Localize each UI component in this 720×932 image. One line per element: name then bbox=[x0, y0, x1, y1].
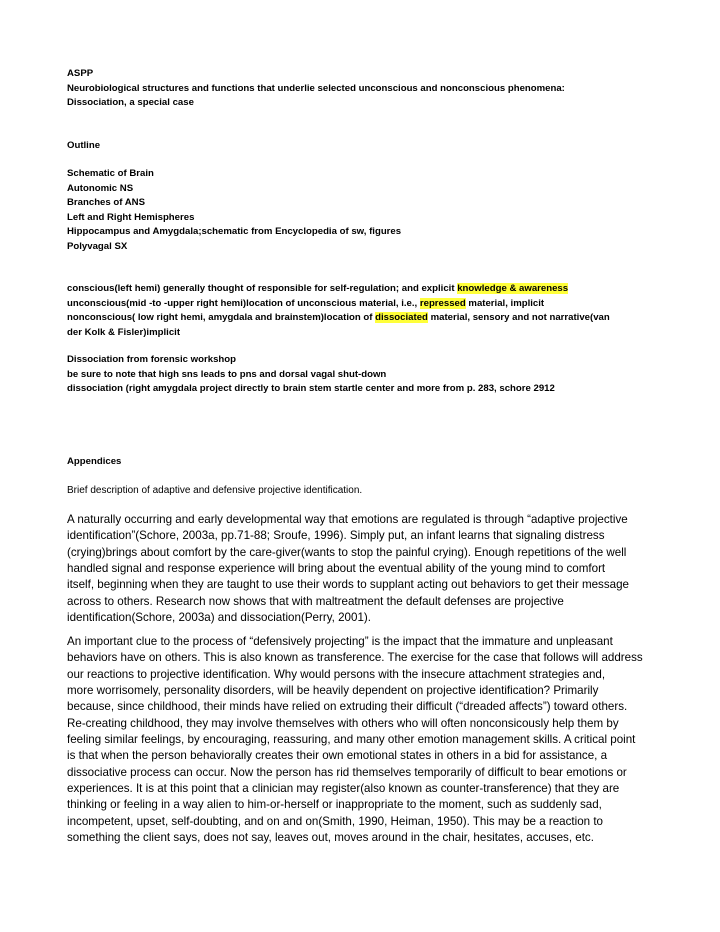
paragraph-line: handled signal and response experience will bring about the eventual ability of the young mind to comfort bbox=[67, 562, 606, 576]
paragraph-line: feeling similar feelings, by encouraging, reassuring, and many other emotion management skills. A critical point bbox=[67, 733, 636, 747]
paragraph-line: because, since childhood, their minds have relied on extruding their difficult (“dreaded affects”) toward others. bbox=[67, 700, 628, 714]
unconscious-line: unconscious(mid -to -upper right hemi)location of unconscious material, i.e., repressed material, implicit bbox=[67, 297, 545, 309]
outline-heading: Outline bbox=[67, 140, 101, 151]
highlight-dissociated: dissociated bbox=[375, 312, 428, 323]
paragraph-line: thinking or feeling in a way alien to him-or-herself or inappropriate to the moment, such as suddenly sad, bbox=[67, 798, 602, 812]
highlight-knowledge-awareness: knowledge & awareness bbox=[457, 283, 569, 294]
paragraph-line: our reactions to projective identification. Why would persons with the insecure attachment strategies and, bbox=[67, 667, 606, 681]
paragraph-line: incompetent, upset, self-doubting, and on and on(Smith, 1990, Heiman, 1950). This may be a reaction to bbox=[67, 814, 603, 828]
outline-item: Branches of ANS bbox=[67, 197, 146, 208]
header-line-aspp: ASPP bbox=[67, 68, 94, 79]
appendices-subtitle: Brief description of adaptive and defensive projective identification. bbox=[67, 485, 363, 496]
paragraph-line: something the client says, does not say, leaves out, moves around in the chair, hesitates, accuses, etc. bbox=[67, 831, 594, 845]
dissociation-line: dissociation (right amygdala project directly to brain stem startle center and more from p. 283, schore 2912 bbox=[67, 383, 555, 394]
appendices-heading: Appendices bbox=[67, 456, 122, 467]
appendix-paragraph-1 bbox=[67, 512, 664, 626]
nonconscious-line: nonconscious( low right hemi, amygdala and brainstem)location of dissociated material, sensory and not narrative(van bbox=[67, 312, 610, 323]
appendix-paragraph-2 bbox=[67, 634, 664, 846]
outline-list bbox=[67, 167, 664, 254]
paragraph-line: identification(Schore, 2003a) and dissociation(Perry, 2001). bbox=[67, 611, 371, 625]
paragraph-line: An important clue to the process of “defensively projecting” is the impact that the immature and unpleasant bbox=[67, 635, 613, 648]
paragraph-line: dissociative process can occur. Now the person has rid themselves temporarily of difficult to bear emotions or bbox=[67, 765, 627, 779]
paragraph-line: (crying)brings about comfort by the care-giver(wants to stop the painful crying). Enough repetitions of the well bbox=[67, 545, 627, 559]
outline-item: Hippocampus and Amygdala;schematic from Encyclopedia of sw, figures bbox=[67, 226, 402, 237]
paragraph-line: identification”(Schore, 2003a, pp.71-88; Sroufe, 1996). Simply put, an infant learns that signaling distress bbox=[67, 529, 605, 543]
header-line-title: Neurobiological structures and functions that underlie selected unconscious and nonconscious phenomena: bbox=[67, 82, 565, 94]
outline-item: Schematic of Brain bbox=[67, 168, 154, 179]
outline-item: Autonomic NS bbox=[67, 182, 134, 194]
paragraph-line: Re-creating childhood, they may involve themselves with others who will often nonconsicously help them by bbox=[67, 716, 619, 730]
header-line-subtitle: Dissociation, a special case bbox=[67, 97, 194, 108]
paragraph-line: is that when the person behaviorally creates their own emotional states in others in a bid for assistance, a bbox=[67, 749, 608, 763]
dissociation-line: be sure to note that high sns leads to pns and dorsal vagal shut-down bbox=[67, 368, 387, 380]
dissociation-line: Dissociation from forensic workshop bbox=[67, 354, 236, 365]
conscious-line: conscious(left hemi) generally thought of responsible for self-regulation; and explicit knowledge & awareness bbox=[67, 283, 569, 294]
highlight-repressed: repressed bbox=[419, 297, 466, 309]
paragraph-line: across to others. Research now shows that with maltreatment the default defenses are projective bbox=[67, 594, 564, 608]
paragraph-line: A naturally occurring and early developmental way that emotions are regulated is through “adaptive projective bbox=[67, 513, 628, 526]
nonconscious-line-cont: der Kolk & Fisler)implicit bbox=[67, 326, 181, 338]
paragraph-line: more worrisomely, personality disorders, will be heavily dependent on projective identification? Primarily bbox=[67, 684, 599, 698]
outline-item: Polyvagal SX bbox=[67, 240, 128, 252]
outline-item: Left and Right Hemispheres bbox=[67, 211, 195, 223]
dissociation-section bbox=[67, 353, 664, 397]
paragraph-line: experiences. It is at this point that a clinician may register(also known as counter-transference) that they are bbox=[67, 782, 620, 796]
consciousness-section bbox=[67, 282, 664, 340]
document-header bbox=[67, 67, 664, 111]
paragraph-line: itself, beginning when they are taught to use their words to supplant acting out behaviors to get their message bbox=[67, 578, 629, 592]
paragraph-line: behaviors have on others. This is also known as transference. The exercise for the case that follows will address bbox=[67, 651, 643, 665]
